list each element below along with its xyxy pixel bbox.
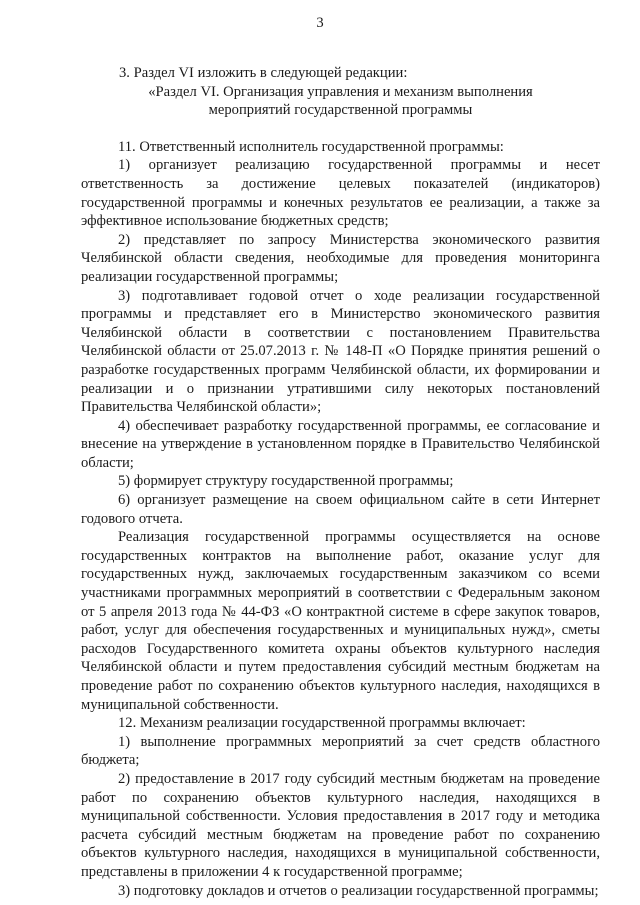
paragraph-11-item-2: 2) представляет по запросу Министерства экономического развития Челябинской области сведения, необходимые для проведения мониторинга реализации государственной программы;: [81, 231, 600, 285]
spacer: [81, 120, 600, 138]
document-body: [81, 64, 600, 900]
paragraph-11-item-4: 4) обеспечивает разработку государственной программы, ее согласование и внесение на утверждение в установленном порядке в Правительство Челябинской области;: [81, 417, 600, 471]
paragraph-12-item-1: 1) выполнение программных мероприятий за счет средств областного бюджета;: [81, 733, 600, 769]
paragraph-12-item-3: 3) подготовку докладов и отчетов о реализации государственной программы;: [118, 882, 599, 899]
section-title-line-2: мероприятий государственной программы: [208, 102, 473, 119]
paragraph-11-item-3: 3) подготавливает годовой отчет о ходе реализации государственной программы и представляет его в Министерство экономического развития Челябинской области в соответствии с постановлением Правительства Челябинской области от 25.07.2013 г. № 148-П «О Порядке принятия решений о разработке государственных программ Челябинской области, их формировании и реализации и о признании утратившими силу некоторых постановлений Правительства Челябинской области»;: [81, 287, 600, 416]
paragraph-12: 12. Механизм реализации государственной программы включает:: [118, 715, 526, 732]
section-title-line-1: «Раздел VI. Организация управления и механизм выполнения: [148, 83, 533, 100]
amendment-instruction: 3. Раздел VI изложить в следующей редакции:: [119, 65, 408, 81]
paragraph-11-item-1: 1) организует реализацию государственной программы и несет ответственность за достижение целевых показателей (индикаторов) государственной программы и конечных результатов ее реализации, а также за эффективное использование бюджетных средств;: [81, 157, 600, 230]
paragraph-11-item-5: 5) формирует структуру государственной программы;: [118, 473, 454, 490]
paragraph-11: 11. Ответственный исполнитель государственной программы:: [118, 138, 504, 155]
page-number: 3: [316, 15, 324, 31]
paragraph-implementation: Реализация государственной программы осуществляется на основе государственных контрактов на выполнение работ, оказание услуг для государственных нужд, заключаемых государственным заказчиком со всеми участниками программных мероприятий в соответствии с Федеральным законом от 5 апреля 2013 года № 44-ФЗ «О контрактной системе в сфере закупок товаров, работ, услуг для обеспечения государственных и муниципальных нужд», сметы расходов Государственного комитета охраны объектов культурного наследия Челябинской области и путем предоставления субсидий местным бюджетам на проведение работ по сохранению объектов культурного наследия, находящихся в муниципальной собственности.: [81, 529, 600, 713]
paragraph-12-item-2: 2) предоставление в 2017 году субсидий местным бюджетам на проведение работ по сохранению объектов культурного наследия, находящихся в муниципальной собственности. Условия предоставления в 2017 году и методика расчета субсидий местным бюджетам на проведение работ по сохранению объектов культурного наследия, находящихся в муниципальной собственности, представлены в приложении 4 к государственной программе;: [81, 770, 600, 880]
paragraph-11-item-6: 6) организует размещение на своем официальном сайте в сети Интернет годового отчета.: [81, 492, 600, 527]
